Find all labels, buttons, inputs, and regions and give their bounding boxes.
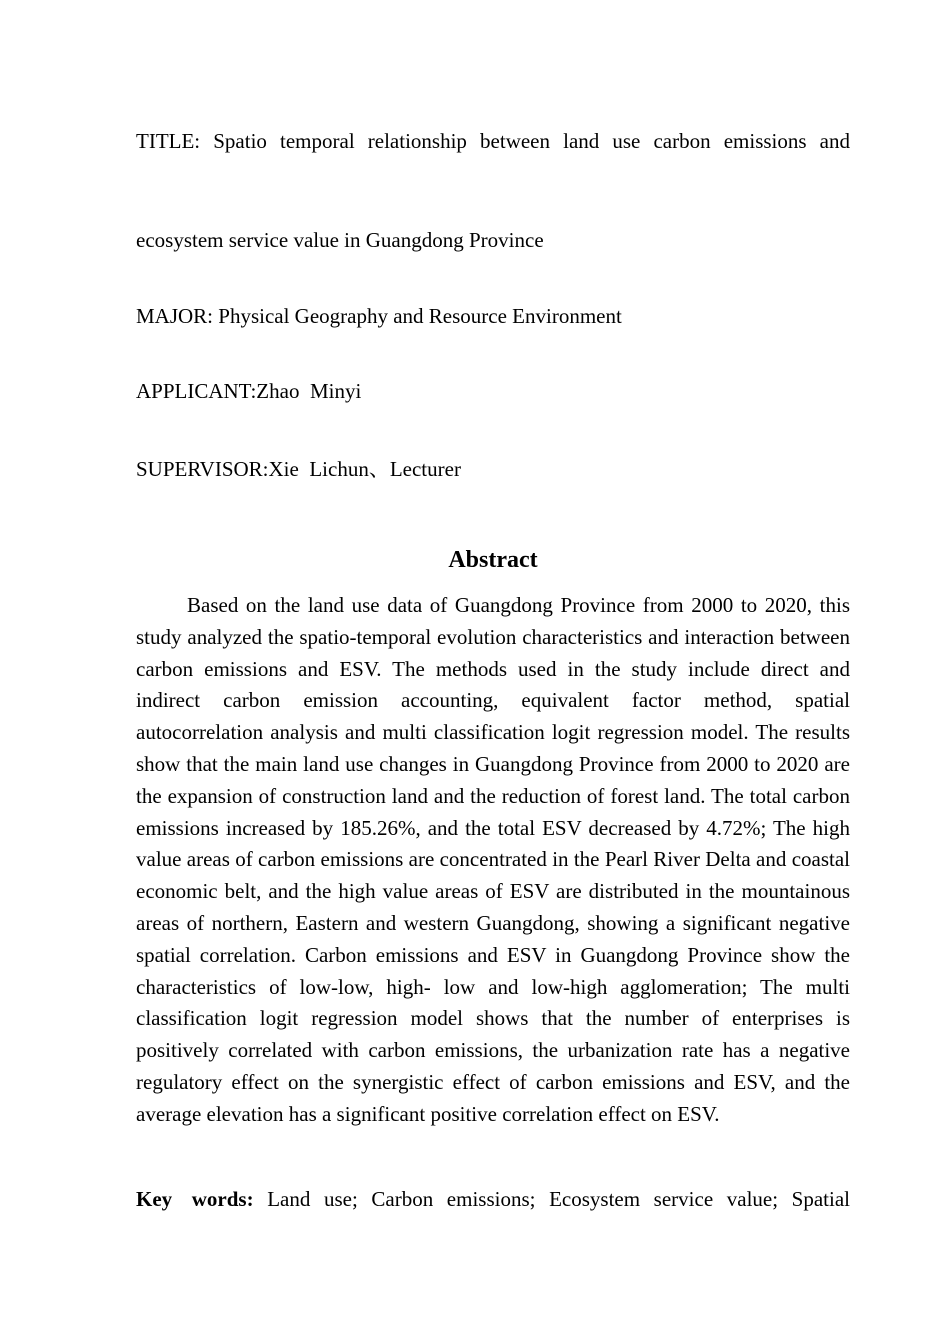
keywords-label: Key words: <box>136 1187 254 1211</box>
title-line-2: ecosystem service value in Guangdong Province <box>136 228 544 252</box>
keywords-text: Land use; Carbon emissions; Ecosystem service value; Spatial <box>267 1187 850 1211</box>
abstract-heading: Abstract <box>448 547 538 573</box>
supervisor-line: SUPERVISOR:Xie Lichun、Lecturer <box>136 457 461 481</box>
abstract-body: Based on the land use data of Guangdong Province from 2000 to 2020, this study analyzed the spatio-temporal evolution characteristics and interaction between carbon emissions and ESV. The methods used in the study include direct and indirect carbon emission accounting, equivalent factor method, spatial autocorrelation analysis and multi classification logit regression model. The results show that the main land use changes in Guangdong Province from 2000 to 2020 are the expansion of construction land and the reduction of forest land. The total carbon emissions increased by 185.26%, and the total ESV decreased by 4.72%; The high value areas of carbon emissions are concentrated in the Pearl River Delta and coastal economic belt, and the high value areas of ESV are distributed in the mountainous areas of northern, Eastern and western Guangdong, showing a significant negative spatial correlation. Carbon emissions and ESV in Guangdong Province show the characteristics of low-low, high- low and low-high agglomeration; The multi classification logit regression model shows that the number of enterprises is positively correlated with carbon emissions, the urbanization rate has a negative regulatory effect on the synergistic effect of carbon emissions and ESV, and the average elevation has a significant positive correlation effect on ESV. <box>136 593 850 1126</box>
major-line: MAJOR: Physical Geography and Resource Environment <box>136 304 622 328</box>
title-line-1: TITLE: Spatio temporal relationship between land use carbon emissions and <box>136 129 850 153</box>
keywords-line <box>136 1184 850 1214</box>
applicant-line: APPLICANT:Zhao Minyi <box>136 379 362 403</box>
